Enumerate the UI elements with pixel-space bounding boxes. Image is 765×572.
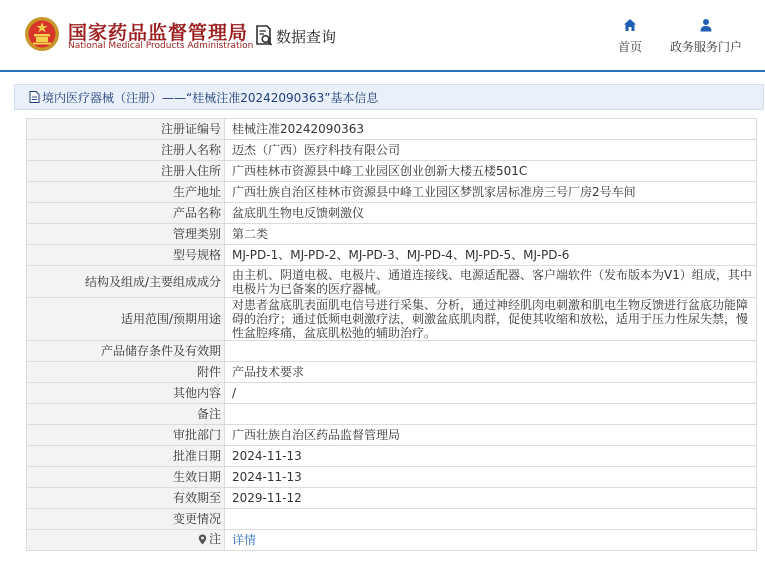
note-value-cell xyxy=(225,530,757,551)
field-label: 结构及组成/主要组成成分 xyxy=(27,266,225,298)
table-row xyxy=(27,161,757,182)
person-icon xyxy=(699,18,713,32)
data-query-link[interactable] xyxy=(254,23,336,49)
table-row xyxy=(27,362,757,383)
house-icon xyxy=(623,18,637,32)
nav-service-portal[interactable] xyxy=(666,18,746,55)
magnifier-document-icon xyxy=(254,24,274,48)
field-value xyxy=(225,404,757,425)
document-icon xyxy=(29,91,40,103)
note-label xyxy=(198,532,221,546)
field-value xyxy=(225,341,757,362)
table-row xyxy=(27,266,757,298)
table-row xyxy=(27,298,757,341)
field-value: 广西壮族自治区药品监督管理局 xyxy=(225,425,757,446)
note-label-cell xyxy=(27,530,225,551)
table-row xyxy=(27,488,757,509)
field-label: 附件 xyxy=(27,362,225,383)
field-value: 产品技术要求 xyxy=(225,362,757,383)
field-label: 注册人名称 xyxy=(27,140,225,161)
field-label: 审批部门 xyxy=(27,425,225,446)
field-value: 盆底肌生物电反馈刺激仪 xyxy=(225,203,757,224)
site-header xyxy=(0,0,765,70)
field-label: 生产地址 xyxy=(27,182,225,203)
field-value: / xyxy=(225,383,757,404)
field-label: 产品储存条件及有效期 xyxy=(27,341,225,362)
field-label: 适用范围/预期用途 xyxy=(27,298,225,341)
field-label: 批准日期 xyxy=(27,446,225,467)
field-label: 其他内容 xyxy=(27,383,225,404)
table-row xyxy=(27,446,757,467)
nav-home[interactable] xyxy=(614,18,646,55)
breadcrumb-text: 境内医疗器械（注册）——“桂械注准20242090363”基本信息 xyxy=(42,90,379,105)
field-value: MJ-PD-1、MJ-PD-2、MJ-PD-3、MJ-PD-4、MJ-PD-5、MJ-PD-6 xyxy=(225,245,757,266)
table-row xyxy=(27,341,757,362)
header-divider xyxy=(0,70,765,72)
site-name[interactable]: 国家药品监督管理局 xyxy=(68,22,249,44)
field-value: 迈杰（广西）医疗科技有限公司 xyxy=(225,140,757,161)
table-row xyxy=(27,203,757,224)
field-label: 变更情况 xyxy=(27,509,225,530)
table-row xyxy=(27,530,757,551)
site-name-english[interactable]: National Medical Products Administration xyxy=(68,41,254,51)
table-row xyxy=(27,119,757,140)
nav-portal-label: 政务服务门户 xyxy=(669,40,742,54)
table-row xyxy=(27,182,757,203)
field-label: 备注 xyxy=(27,404,225,425)
field-value: 2029-11-12 xyxy=(225,488,757,509)
field-label: 型号规格 xyxy=(27,245,225,266)
field-value: 第二类 xyxy=(225,224,757,245)
field-label: 管理类别 xyxy=(27,224,225,245)
field-label: 生效日期 xyxy=(27,467,225,488)
nav-home-label: 首页 xyxy=(617,40,642,54)
table-row xyxy=(27,467,757,488)
field-label: 产品名称 xyxy=(27,203,225,224)
field-value: 广西桂林市资源县中峰工业园区创业创新大楼五楼501C xyxy=(225,161,757,182)
field-label: 注册证编号 xyxy=(27,119,225,140)
location-pin-icon xyxy=(198,534,207,545)
table-row xyxy=(27,383,757,404)
details-link[interactable]: 详情 xyxy=(232,533,257,547)
breadcrumb xyxy=(14,84,764,110)
field-label: 注册人住所 xyxy=(27,161,225,182)
table-row xyxy=(27,404,757,425)
table-row xyxy=(27,140,757,161)
field-value: 广西壮族自治区桂林市资源县中峰工业园区梦凯家居标准房三号厂房2号车间 xyxy=(225,182,757,203)
field-value: 由主机、阴道电极、电极片、通道连接线、电源适配器、客户端软件（发布版本为V1）组成，其中电极片为已备案的医疗器械。 xyxy=(225,266,757,298)
field-value: 2024-11-13 xyxy=(225,446,757,467)
table-row xyxy=(27,509,757,530)
table-row xyxy=(27,245,757,266)
field-value: 桂械注准20242090363 xyxy=(225,119,757,140)
field-value: 对患者盆底肌表面肌电信号进行采集、分析，通过神经肌肉电刺激和肌电生物反馈进行盆底功能障碍的治疗；通过低频电刺激疗法，刺激盆底肌肉群，促使其收缩和放松，适用于压力性尿失禁，慢性盆腔疼痛，盆底肌松弛的辅助治疗。 xyxy=(225,298,757,341)
table-row xyxy=(27,425,757,446)
data-query-label: 数据查询 xyxy=(276,27,337,46)
field-label: 有效期至 xyxy=(27,488,225,509)
table-row xyxy=(27,224,757,245)
note-label-text: 注 xyxy=(208,532,221,547)
field-value: 2024-11-13 xyxy=(225,467,757,488)
registration-info-table xyxy=(26,118,757,551)
field-value xyxy=(225,509,757,530)
national-emblem-icon xyxy=(24,16,60,52)
